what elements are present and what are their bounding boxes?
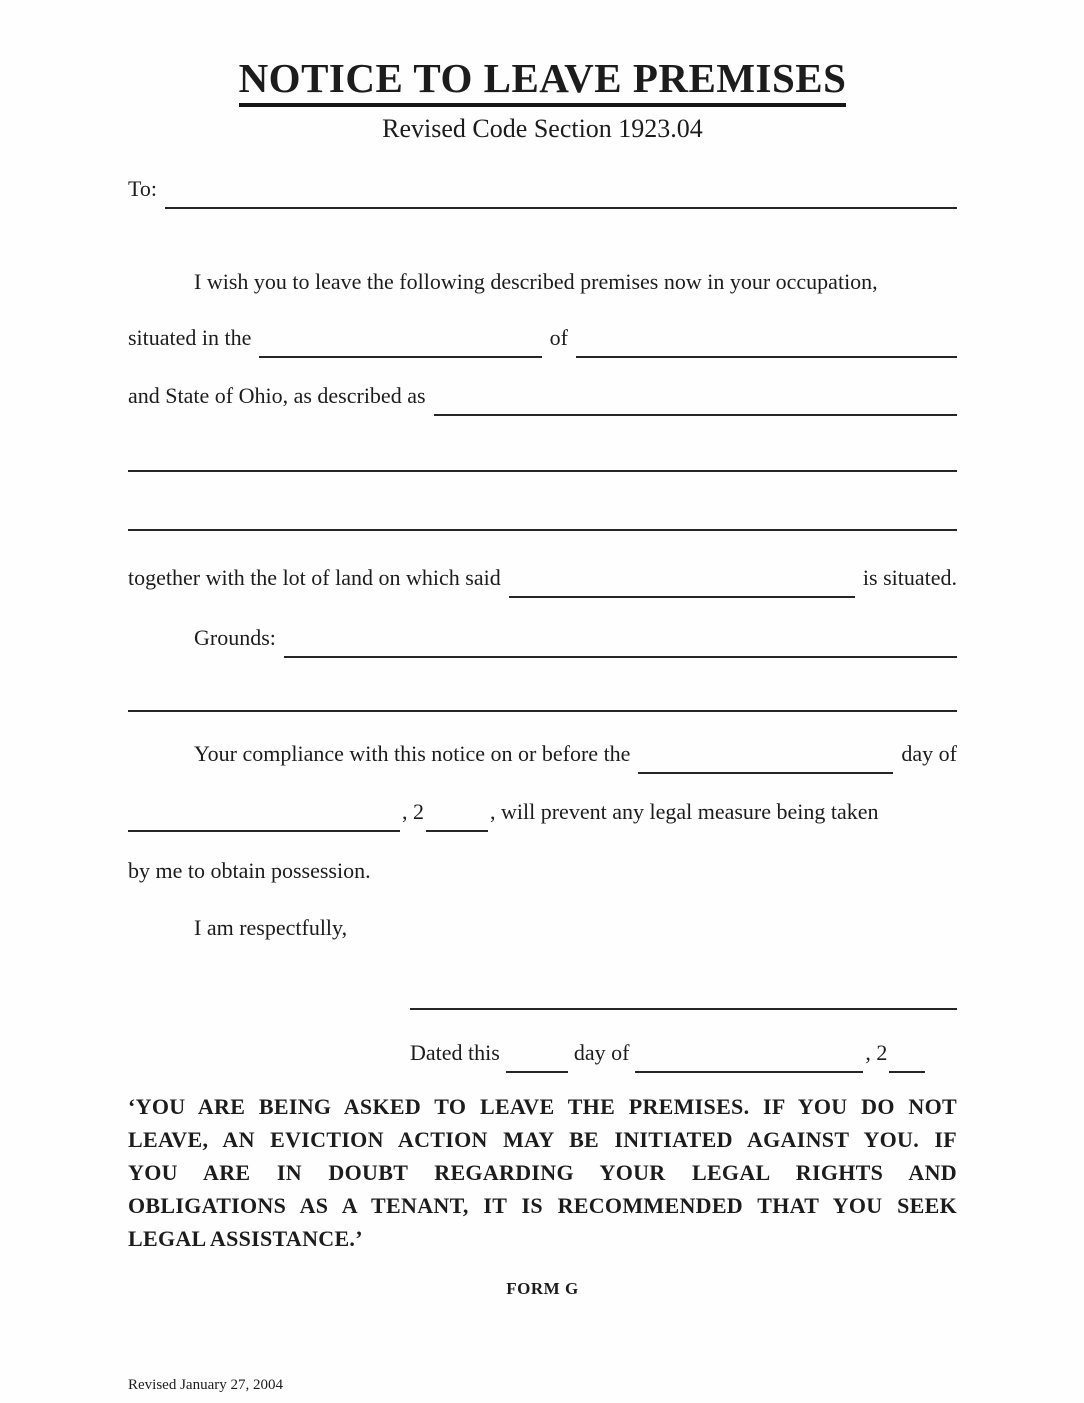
form-g-label: FORM G xyxy=(506,1278,579,1298)
warning-line-5: LEGAL ASSISTANCE.’ xyxy=(128,1225,363,1251)
signature-line xyxy=(410,977,957,1005)
warning-line-2: LEAVE, AN EVICTION ACTION MAY BE INITIATED AGAINST YOU. IF xyxy=(128,1126,957,1152)
warning-line-1: ‘YOU ARE BEING ASKED TO LEAVE THE PREMISES. IF YOU DO NOT xyxy=(128,1093,957,1119)
compliance-text: Your compliance with this notice on or before the xyxy=(194,740,631,766)
blank-signature[interactable] xyxy=(410,982,957,1010)
blank-compliance-year[interactable] xyxy=(426,804,488,832)
blank-dated-month[interactable] xyxy=(635,1045,863,1073)
grounds-label: Grounds: xyxy=(194,624,276,650)
blank-grounds-line-2[interactable] xyxy=(128,686,957,712)
blank-dated-day[interactable] xyxy=(506,1045,568,1073)
page-title: NOTICE TO LEAVE PREMISES xyxy=(239,56,847,107)
dated-comma-2-text: , 2 xyxy=(865,1039,888,1065)
wish-text: I wish you to leave the following described premises now in your occupation, xyxy=(194,268,878,294)
state-of-ohio-text: and State of Ohio, as described as xyxy=(128,382,426,408)
to-line xyxy=(128,176,957,204)
blank-grounds[interactable] xyxy=(284,630,957,658)
respectfully-text: I am respectfully, xyxy=(194,914,348,940)
situated-in-text: situated in the xyxy=(128,324,252,350)
is-situated-text: is situated. xyxy=(862,564,957,590)
together-with-text: together with the lot of land on which said xyxy=(128,564,501,590)
blank-description-line-1[interactable] xyxy=(128,446,957,472)
paragraph1-line1 xyxy=(128,269,957,295)
paragraph3-line2 xyxy=(128,799,957,827)
comma-2-text: , 2 xyxy=(402,798,424,824)
paragraph3-line3 xyxy=(128,858,957,884)
blank-compliance-month[interactable] xyxy=(128,804,400,832)
paragraph1-line2 xyxy=(128,325,957,353)
blank-description-start[interactable] xyxy=(434,388,957,416)
blank-compliance-day[interactable] xyxy=(638,746,893,774)
eviction-warning-paragraph xyxy=(128,1090,957,1255)
blank-said-premises[interactable] xyxy=(509,570,855,598)
page-subtitle: Revised Code Section 1923.04 xyxy=(382,114,703,144)
dated-day-of-text: day of xyxy=(573,1039,630,1065)
paragraph2-line1 xyxy=(128,565,957,593)
blank-municipality-name[interactable] xyxy=(576,330,957,358)
blank-dated-year[interactable] xyxy=(889,1045,925,1073)
paragraph3-line1 xyxy=(128,741,957,769)
of-text: of xyxy=(549,324,568,350)
blank-recipient[interactable] xyxy=(165,181,957,209)
warning-line-3: YOU ARE IN DOUBT REGARDING YOUR LEGAL RIGHTS AND xyxy=(128,1159,957,1185)
revision-date: Revised January 27, 2004 xyxy=(128,1376,283,1393)
blank-description-line-2[interactable] xyxy=(128,505,957,531)
possession-text: by me to obtain possession. xyxy=(128,857,371,883)
dated-line xyxy=(410,1040,957,1068)
closing-line xyxy=(128,915,957,941)
will-prevent-text: , will prevent any legal measure being taken xyxy=(490,798,879,824)
grounds-line xyxy=(128,625,957,653)
day-of-text: day of xyxy=(901,740,957,766)
paragraph1-line3 xyxy=(128,383,957,411)
document-header xyxy=(128,0,957,144)
warning-line-4: OBLIGATIONS AS A TENANT, IT IS RECOMMENDED THAT YOU SEEK xyxy=(128,1192,957,1218)
blank-municipality-type[interactable] xyxy=(259,330,541,358)
dated-this-text: Dated this xyxy=(410,1039,500,1065)
to-label: To: xyxy=(128,175,158,201)
